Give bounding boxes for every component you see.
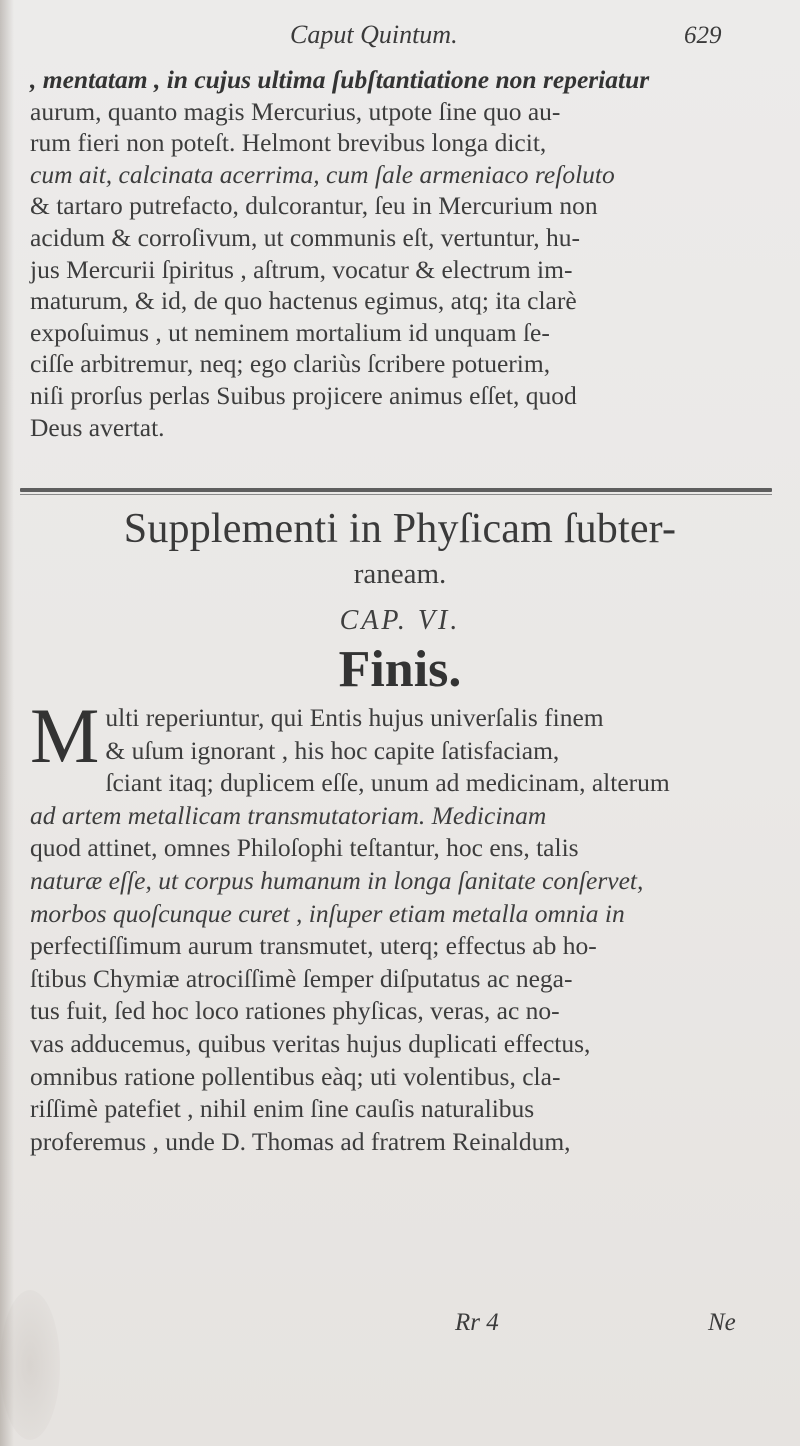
drop-cap-initial: M xyxy=(30,692,100,779)
text-line: rum fieri non poteſt. Helmont brevibus longa dicit, xyxy=(30,128,547,158)
text-line: niſi prorſus perlas Suibus projicere animus eſſet, quod xyxy=(30,380,577,410)
text-line: naturæ eſſe, ut corpus humanum in longa ſanitate conſervet, xyxy=(30,865,644,895)
text-line: perfectiſſimum aurum transmutet, uterq; effectus ab ho- xyxy=(30,931,597,961)
section-title-continuation: raneam. xyxy=(353,558,447,590)
section-divider-rule xyxy=(20,488,772,492)
page-number: 629 xyxy=(684,22,722,49)
text-line: & uſum ignorant , his hoc capite ſatisfaciam, xyxy=(105,735,560,765)
page-footer xyxy=(0,1309,800,1341)
catchword: Ne xyxy=(708,1309,736,1336)
text-line: vas adducemus, quibus veritas hujus duplicati effectus, xyxy=(30,1028,591,1058)
text-line: aurum, quanto magis Mercurius, utpote ſine quo au- xyxy=(30,96,561,126)
page-header xyxy=(0,18,800,58)
chapter-body-text xyxy=(30,692,775,1158)
text-line: ſciant itaq; duplicem eſſe, unum ad medicinam, alterum xyxy=(105,768,670,798)
text-line: maturum, & id, de quo hactenus egimus, atq; ita clarè xyxy=(30,286,577,316)
text-line: proferemus , unde D. Thomas ad fratrem Reinaldum, xyxy=(30,1126,571,1156)
text-line: ulti reperiuntur, qui Entis hujus univerſalis finem xyxy=(105,703,604,732)
text-line: cum ait, calcinata acerrima, cum ſale armeniaco reſoluto xyxy=(30,159,615,189)
section-divider-thin-rule xyxy=(20,494,772,495)
text-line: omnibus ratione pollentibus eàq; uti volentibus, cla- xyxy=(30,1061,561,1091)
signature-mark: Rr 4 xyxy=(455,1309,499,1336)
continued-text-block xyxy=(30,64,775,443)
text-line: quod attinet, omnes Philoſophi teſtantur, hoc ens, talis xyxy=(30,833,579,863)
running-title: Caput Quintum. xyxy=(290,20,458,49)
text-line: expoſuimus , ut neminem mortalium id unquam ſe- xyxy=(30,317,550,347)
chapter-label: CAP. VI. xyxy=(339,605,461,636)
finis-heading: Finis. xyxy=(338,641,462,698)
text-line: ciſſe arbitremur, neq; ego clariùs ſcribere potuerim, xyxy=(30,349,551,379)
text-line: & tartaro putrefacto, dulcorantur, ſeu in Mercurium non xyxy=(30,191,598,221)
text-line: ſtibus Chymiæ atrociſſimè ſemper diſputatus ac nega- xyxy=(30,963,573,993)
text-line: tus fuit, ſed hoc loco rationes phyſicas, veras, ac no- xyxy=(30,996,560,1026)
text-line: Deus avertat. xyxy=(30,412,165,442)
text-line: , mentatam , in cujus ultima ſubſtantiatione non reperiatur xyxy=(30,65,650,94)
text-line: jus Mercurii ſpiritus , aſtrum, vocatur & electrum im- xyxy=(30,254,573,284)
text-line: riſſimè patefiet , nihil enim ſine cauſis naturalibus xyxy=(30,1094,535,1124)
text-line: morbos quoſcunque curet , inſuper etiam metalla omnia in xyxy=(30,898,625,928)
page-edge-shadow xyxy=(0,0,14,1446)
section-title: Supplementi in Phyſicam ſubter- xyxy=(123,506,677,552)
text-line: ad artem metallicam transmutatoriam. Medicinam xyxy=(30,800,547,830)
text-line: acidum & corroſivum, ut communis eſt, vertuntur, hu- xyxy=(30,222,580,252)
